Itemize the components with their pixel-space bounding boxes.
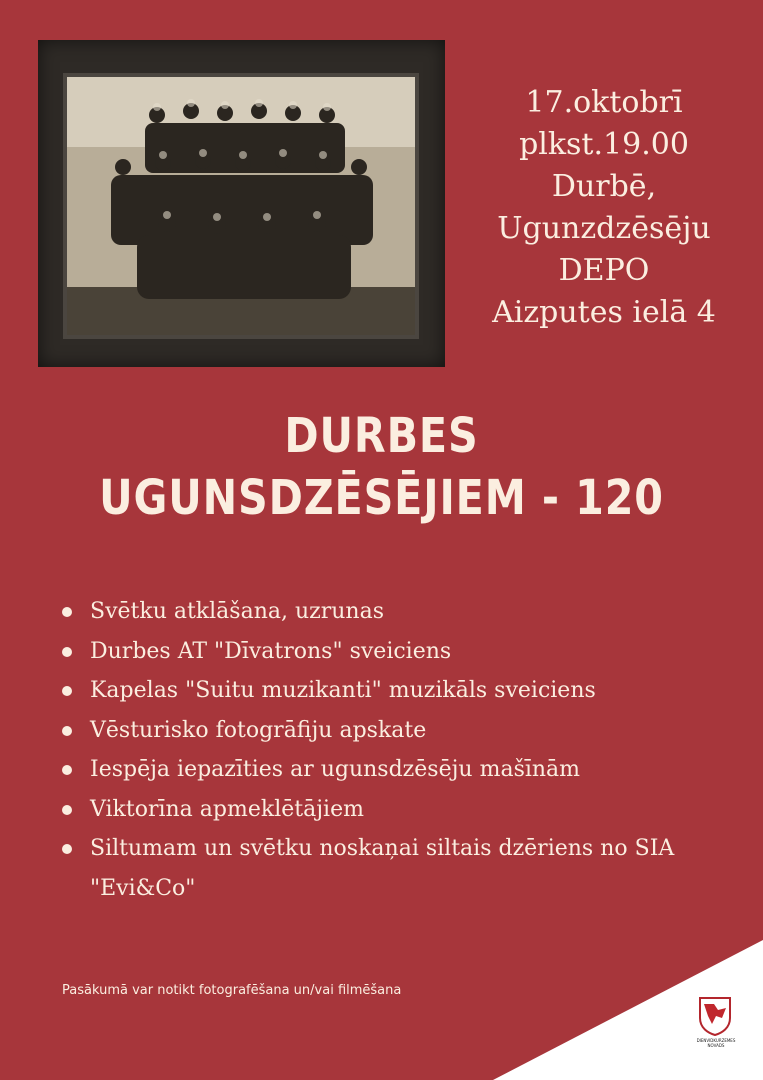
- title-line-2: UGUNSDZĒSĒJIEM - 120: [99, 470, 664, 526]
- event-time: plkst.19.00: [519, 127, 689, 162]
- historic-firefighters-photo: [63, 73, 419, 339]
- bullet-icon: [62, 647, 72, 657]
- event-info: [445, 82, 763, 334]
- bullet-icon: [62, 607, 72, 617]
- program-item: Kapelas "Suitu muzikanti" muzikāls sveiciens: [62, 671, 722, 711]
- historic-photo-frame: [38, 40, 445, 367]
- program-item: Iespēja iepazīties ar ugunsdzēsēju mašīnām: [62, 750, 722, 790]
- poster-title: [53, 405, 709, 529]
- event-address: Aizputes ielā 4: [492, 295, 716, 330]
- program-item: Siltumam un svētku noskaņai siltais dzēriens no SIA "Evi&Co": [62, 829, 722, 908]
- program-item: Viktorīna apmeklētājiem: [62, 790, 722, 830]
- program-list: [62, 592, 722, 908]
- event-venue-depo: DEPO: [558, 253, 650, 288]
- title-line-1: DURBES: [284, 408, 479, 464]
- photo-notice: Pasākumā var notikt fotografēšana un/vai filmēšana: [62, 983, 402, 998]
- event-date: 17.oktobrī: [525, 85, 683, 120]
- bullet-icon: [62, 765, 72, 775]
- program-item: Durbes AT "Dīvatrons" sveiciens: [62, 632, 722, 672]
- bullet-icon: [62, 844, 72, 854]
- event-place: Durbē,: [551, 169, 657, 204]
- bullet-icon: [62, 805, 72, 815]
- event-venue: Ugunzdzēsēju: [497, 211, 711, 246]
- program-item: Vēsturisko fotogrāfiju apskate: [62, 711, 722, 751]
- bullet-icon: [62, 686, 72, 696]
- bullet-icon: [62, 726, 72, 736]
- group-photo-illustration: [67, 77, 415, 335]
- logo-caption: DIENVIDKURZEMES NOVADS: [696, 1038, 736, 1048]
- coat-of-arms-icon: [698, 996, 732, 1036]
- program-item: Svētku atklāšana, uzrunas: [62, 592, 722, 632]
